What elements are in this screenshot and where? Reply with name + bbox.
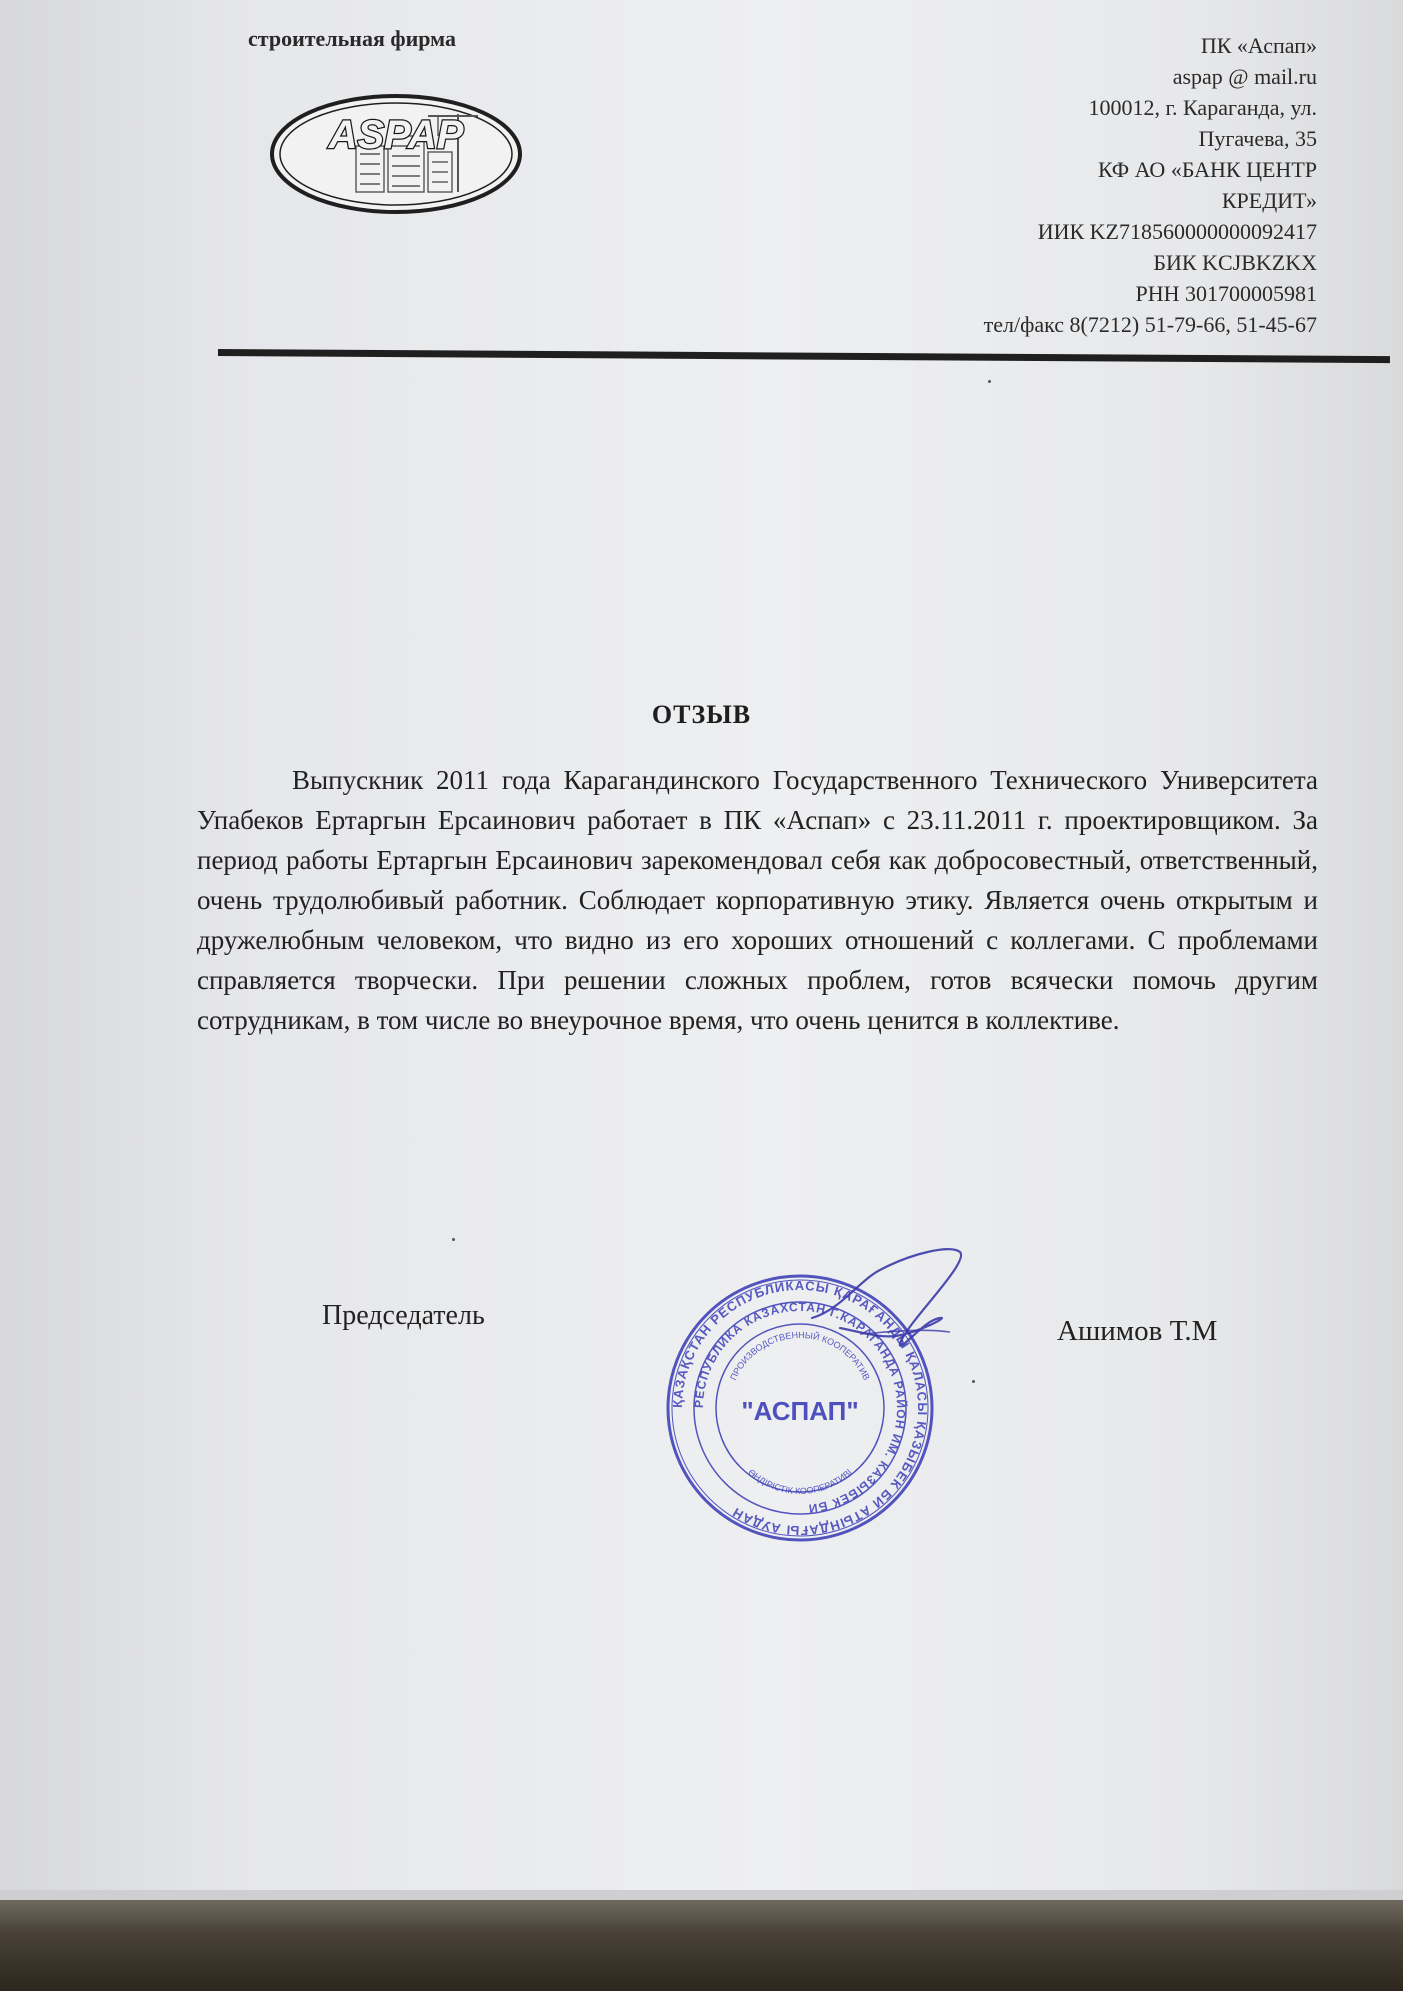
stamp-inner-top-text: ПРОИЗВОДСТВЕННЫЙ КООПЕРАТИВ	[728, 1329, 872, 1382]
signer-name: Ашимов Т.М	[1057, 1315, 1218, 1347]
document-title: ОТЗЫВ	[651, 700, 752, 729]
stamp-middle-text: РЕСПУБЛИКА КАЗАХСТАН Г.КАРАГАНДА РАЙОН ИМ. КАЗЫБЕК БИ	[691, 1299, 909, 1516]
contact-line: ИИК KZ718560000000092417	[1037, 219, 1317, 244]
contact-line: РНН 301700005981	[1135, 281, 1317, 306]
company-logo	[268, 92, 524, 216]
document-body: Выпускник 2011 года Карагандинского Государственного Технического Университета Упабеков Ертаргын Ерсаинович работает в ПК «Аспап» с 23.11.2011 г. проектировщиком. За период работы Ертаргын Ерсаинович зарекомендовал себя как добросовестный, ответственный, очень трудолюбивый работник. Соблюдает корпоративную этику. Является очень открытым и дружелюбным человеком, что видно из его хороших отношений с коллегами. С проблемами справляется творчески. При решении сложных проблем, готов всячески помочь другим сотрудникам, в том числе во внеурочное время, что очень ценится в коллективе.	[197, 765, 1318, 1035]
stamp-outer-text: ҚАЗАҚСТАН РЕСПУБЛИКАСЫ ҚАРАҒАНДЫ ҚАЛАСЫ ҚАЗЫБЕК БИ АТЫНДАҒЫ АУДАН	[669, 1277, 931, 1539]
contact-line: aspap @ mail.ru	[1172, 64, 1317, 89]
handwritten-signature	[800, 1240, 970, 1360]
contact-line: КФ АО «БАНК ЦЕНТР	[1098, 157, 1317, 182]
desk-background	[0, 1900, 1403, 1991]
contact-line: 100012, г. Караганда, ул.	[1088, 95, 1317, 120]
ink-speck	[452, 1238, 455, 1241]
stamp-center-text: "АСПАП"	[741, 1396, 859, 1426]
firm-type-label: строительная фирма	[248, 26, 457, 51]
logo-text: ASPAP	[328, 113, 464, 157]
contact-line: ПК «Аспап»	[1200, 33, 1317, 58]
svg-text:ӨНДІРІСТІК КООПЕРАТИВІ	[746, 1467, 854, 1496]
contact-line: БИК KCJBKZKX	[1153, 250, 1317, 275]
header-divider	[218, 349, 1390, 363]
stamp-inner-bottom-text: ӨНДІРІСТІК КООПЕРАТИВІ	[746, 1467, 854, 1497]
contact-line: КРЕДИТ»	[1221, 188, 1317, 213]
contact-block	[817, 30, 1317, 340]
position-label: Председатель	[322, 1300, 485, 1331]
contact-line: Пугачева, 35	[1198, 126, 1317, 151]
ink-speck	[972, 1380, 975, 1383]
ink-speck	[988, 380, 991, 383]
contact-line: тел/факс 8(7212) 51-79-66, 51-45-67	[983, 312, 1317, 337]
